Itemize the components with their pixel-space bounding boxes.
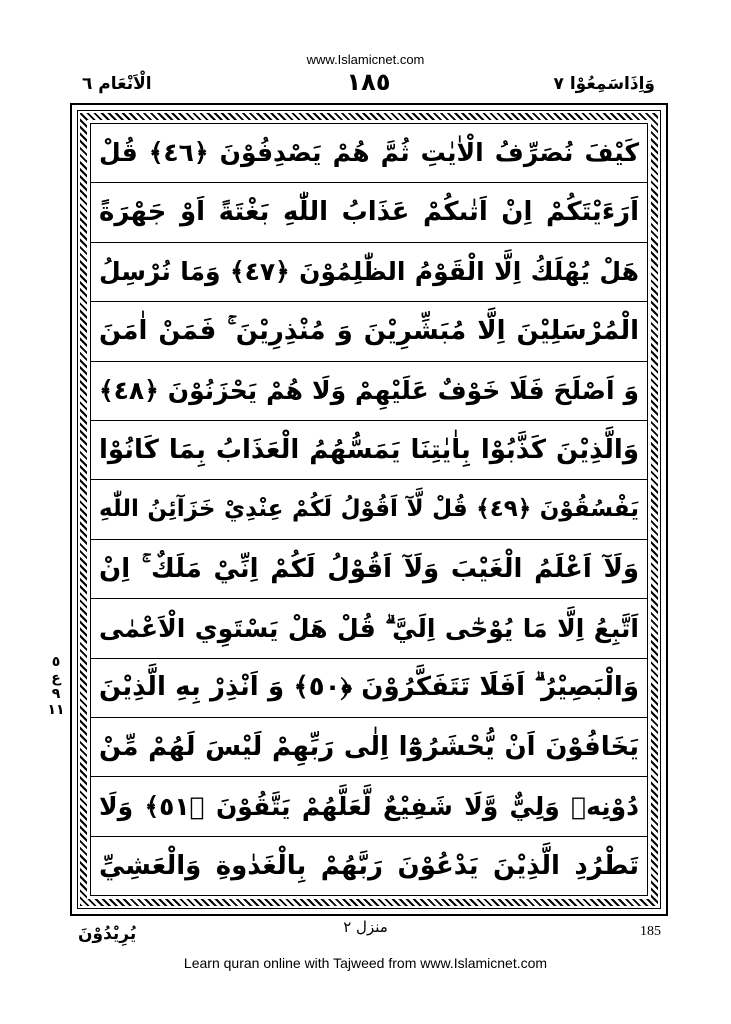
verse-line-text: تَطْرُدِ الَّذِيْنَ يَدْعُوْنَ رَبَّهُمْ بِالْغَدٰوةِ وَالْعَشِيِّ	[99, 850, 639, 881]
verse-line	[91, 421, 647, 480]
verse-line-text: وَالَّذِيْنَ كَذَّبُوْا بِاٰيٰتِنَا يَمَسُّهُمُ الْعَذَابُ بِمَا كَانُوْا	[99, 434, 639, 465]
page-number-arabic: ١٨٥	[346, 68, 391, 96]
margin-marker-part: ١١	[47, 702, 65, 718]
verse-line-text: اَتَّبِعُ اِلَّا مَا يُوْحٰٓى اِلَيَّ ۗ قُلْ هَلْ يَسْتَوِي الْاَعْمٰى	[99, 613, 639, 643]
verse-line-text: يَفْسُقُوْنَ ﴿٤٩﴾ قُلْ لَّآ اَقُوْلُ لَكُمْ عِنْدِيْ خَزَآئِنُ اللّٰهِ	[99, 495, 639, 522]
manzil-label: منزل ٢	[343, 918, 388, 936]
text-box	[90, 123, 648, 896]
margin-marker-part: ع	[51, 670, 61, 686]
verse-line	[91, 837, 647, 895]
verse-line-text: اَرَءَيْتَكُمْ اِنْ اَتٰىكُمْ عَذَابُ اللّٰهِ بَغْتَةً اَوْ جَهْرَةً	[99, 197, 639, 228]
verse-line	[91, 124, 647, 183]
verse-line	[91, 302, 647, 361]
verse-line	[91, 540, 647, 599]
verse-line	[91, 659, 647, 718]
verse-line-text: دُوْنِهٖ وَلِيٌّ وَّلَا شَفِيْعٌ لَّعَلَّهُمْ يَتَّقُوْنَ ﴿٥١﴾ وَلَا	[99, 791, 639, 821]
verse-line	[91, 362, 647, 421]
verse-line-text: الْمُرْسَلِيْنَ اِلَّا مُبَشِّرِيْنَ وَ مُنْذِرِيْنَ ۚ فَمَنْ اٰمَنَ	[99, 316, 639, 347]
verse-lines	[91, 124, 647, 895]
verse-line	[91, 718, 647, 777]
verse-line	[91, 243, 647, 302]
verse-line-text: كَيْفَ نُصَرِّفُ الْاٰيٰتِ ثُمَّ هُمْ يَصْدِفُوْنَ ﴿٤٦﴾ قُلْ	[99, 138, 640, 168]
ruku-margin-marker	[46, 654, 66, 718]
margin-marker-part: ٩	[51, 686, 61, 702]
site-url-bottom: Learn quran online with Tajweed from www.Islamicnet.com	[183, 955, 548, 971]
page-number: 185	[640, 924, 661, 939]
site-url-top: www.Islamicnet.com	[306, 52, 425, 67]
verse-line-text: وَلَآ اَعْلَمُ الْغَيْبَ وَلَآ اَقُوْلُ لَكُمْ اِنِّيْ مَلَكٌ ۚ اِنْ	[99, 553, 639, 584]
verse-line-text: هَلْ يُهْلَكُ اِلَّا الْقَوْمُ الظّٰلِمُوْنَ ﴿٤٧﴾ وَمَا نُرْسِلُ	[99, 257, 639, 287]
verse-line-text: وَ اَصْلَحَ فَلَا خَوْفٌ عَلَيْهِمْ وَلَا هُمْ يَحْزَنُوْنَ ﴿٤٨﴾	[99, 376, 639, 405]
verse-line	[91, 777, 647, 836]
verse-line	[91, 599, 647, 658]
verse-line	[91, 480, 647, 539]
verse-line	[91, 183, 647, 242]
verse-line-text: يَخَافُوْنَ اَنْ يُّحْشَرُوْٓا اِلٰى رَبِّهِمْ لَيْسَ لَهُمْ مِّنْ	[99, 731, 639, 762]
margin-marker-part: ٥	[51, 654, 61, 670]
page-frame	[70, 103, 668, 916]
page-header	[82, 70, 655, 98]
surah-name: الْاَنْعَام ٦	[82, 74, 152, 94]
catchword: يُرِيْدُوْنَ	[78, 924, 137, 944]
juz-name: وَاِذَاسَمِعُوْا ٧	[553, 74, 655, 94]
verse-line-text: وَالْبَصِيْرُ ۗ اَفَلَا تَتَفَكَّرُوْنَ ﴿٥٠﴾ وَ اَنْذِرْ بِهِ الَّذِيْنَ	[99, 672, 639, 703]
